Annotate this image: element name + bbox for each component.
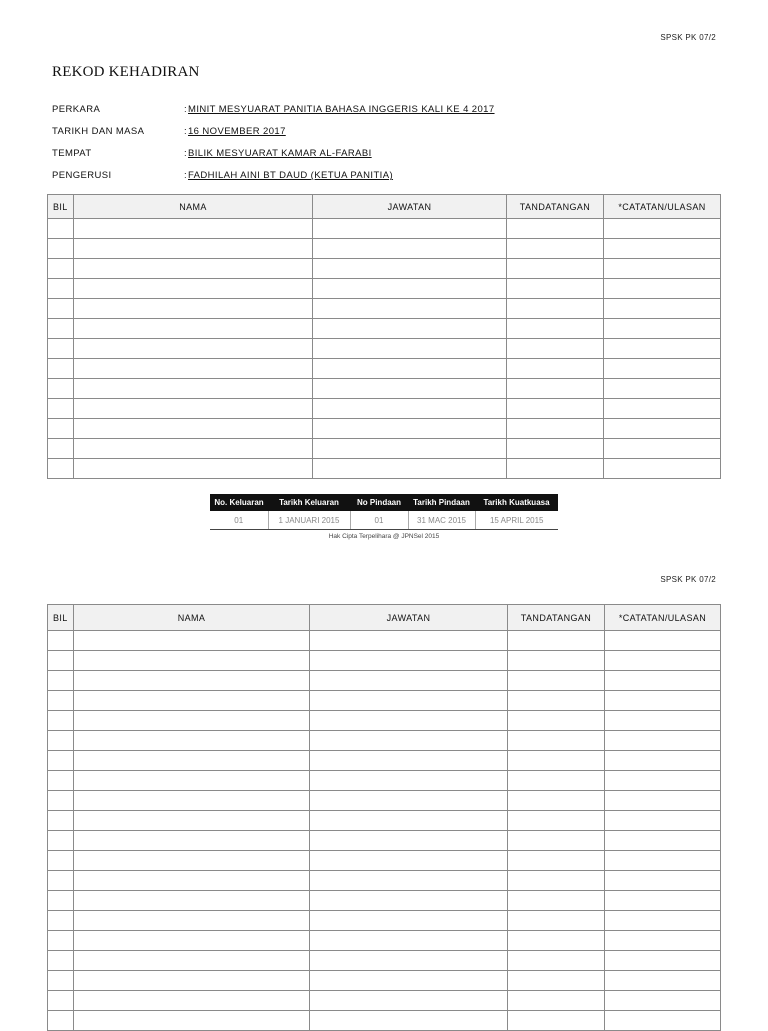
cell-catatan[interactable] (604, 299, 721, 319)
cell-bil[interactable] (48, 219, 74, 239)
table-row (48, 219, 721, 239)
cell-bil[interactable] (48, 359, 74, 379)
cell-bil[interactable] (48, 791, 74, 811)
cell-tandatangan[interactable] (507, 239, 604, 259)
cell-catatan[interactable] (605, 731, 721, 751)
cell-nama[interactable] (74, 419, 313, 439)
cell-nama[interactable] (74, 1011, 310, 1031)
document-control-table (210, 494, 558, 530)
cell-bil[interactable] (48, 339, 74, 359)
cell-tandatangan[interactable] (508, 811, 605, 831)
cell-tandatangan[interactable] (508, 751, 605, 771)
cell-jawatan[interactable] (310, 851, 508, 871)
cell-jawatan[interactable] (310, 631, 508, 651)
cell-bil[interactable] (48, 299, 74, 319)
cell-bil[interactable] (48, 751, 74, 771)
cell-bil[interactable] (48, 399, 74, 419)
cell-nama[interactable] (74, 219, 313, 239)
meta-row-tarikh: TARIKH DAN MASA : 16 NOVEMBER 2017 (52, 126, 732, 148)
cell-catatan[interactable] (605, 991, 721, 1011)
cell-catatan[interactable] (605, 851, 721, 871)
cell-catatan[interactable] (605, 891, 721, 911)
meta-label: PENGERUSI (52, 170, 112, 181)
control-value: 01 (210, 511, 268, 530)
cell-bil[interactable] (48, 651, 74, 671)
cell-jawatan[interactable] (310, 891, 508, 911)
cell-bil[interactable] (48, 971, 74, 991)
meta-row-perkara: PERKARA : MINIT MESYUARAT PANITIA BAHASA INGGERIS KALI KE 4 2017 (52, 104, 732, 126)
table-row (48, 851, 721, 871)
table-row (48, 791, 721, 811)
control-header: Tarikh Pindaan (408, 494, 475, 511)
cell-nama[interactable] (74, 851, 310, 871)
cell-jawatan[interactable] (313, 239, 507, 259)
cell-tandatangan[interactable] (507, 419, 604, 439)
cell-tandatangan[interactable] (507, 439, 604, 459)
table-row (48, 631, 721, 651)
cell-tandatangan[interactable] (508, 891, 605, 911)
cell-nama[interactable] (74, 399, 313, 419)
cell-bil[interactable] (48, 671, 74, 691)
cell-tandatangan[interactable] (507, 299, 604, 319)
cell-nama[interactable] (74, 691, 310, 711)
cell-tandatangan[interactable] (508, 691, 605, 711)
table-row (48, 691, 721, 711)
form-code: SPSK PK 07/2 (660, 575, 716, 584)
control-header: No Pindaan (350, 494, 408, 511)
table-row (48, 911, 721, 931)
cell-tandatangan[interactable] (508, 951, 605, 971)
cell-jawatan[interactable] (310, 971, 508, 991)
cell-catatan[interactable] (605, 671, 721, 691)
cell-bil[interactable] (48, 239, 74, 259)
table-row (48, 831, 721, 851)
copyright-notice: Hak Cipta Terpelihara @ JPNSel 2015 (328, 533, 440, 540)
cell-jawatan[interactable] (313, 399, 507, 419)
table-row (48, 239, 721, 259)
cell-jawatan[interactable] (313, 259, 507, 279)
cell-bil[interactable] (48, 379, 74, 399)
cell-nama[interactable] (74, 651, 310, 671)
attendance-rows (48, 631, 721, 1031)
cell-tandatangan[interactable] (508, 971, 605, 991)
control-header: No. Keluaran (210, 494, 268, 511)
cell-nama[interactable] (74, 239, 313, 259)
cell-bil[interactable] (48, 1011, 74, 1031)
cell-jawatan[interactable] (310, 671, 508, 691)
cell-bil[interactable] (48, 319, 74, 339)
cell-catatan[interactable] (604, 219, 721, 239)
attendance-table-continued (47, 604, 721, 1031)
header-nama: NAMA (74, 605, 310, 631)
form-code: SPSK PK 07/2 (660, 33, 716, 42)
meta-row-pengerusi: PENGERUSI : FADHILAH AINI BT DAUD (KETUA PANITIA) (52, 170, 732, 192)
cell-tandatangan[interactable] (507, 339, 604, 359)
cell-tandatangan[interactable] (508, 631, 605, 651)
cell-tandatangan[interactable] (508, 771, 605, 791)
cell-nama[interactable] (74, 971, 310, 991)
cell-catatan[interactable] (604, 239, 721, 259)
cell-jawatan[interactable] (313, 339, 507, 359)
table-row (48, 871, 721, 891)
cell-tandatangan[interactable] (508, 651, 605, 671)
cell-nama[interactable] (74, 771, 310, 791)
table-row (48, 319, 721, 339)
cell-bil[interactable] (48, 711, 74, 731)
table-row (48, 259, 721, 279)
cell-jawatan[interactable] (310, 831, 508, 851)
cell-catatan[interactable] (605, 951, 721, 971)
table-header-row (48, 605, 721, 631)
cell-jawatan[interactable] (313, 419, 507, 439)
table-row (48, 711, 721, 731)
table-row (48, 1011, 721, 1031)
cell-catatan[interactable] (604, 259, 721, 279)
control-header: Tarikh Keluaran (268, 494, 350, 511)
cell-jawatan[interactable] (313, 459, 507, 479)
header-jawatan: JAWATAN (310, 605, 508, 631)
table-row (48, 359, 721, 379)
table-row (48, 439, 721, 459)
cell-jawatan[interactable] (313, 379, 507, 399)
table-row (48, 339, 721, 359)
meta-value: BILIK MESYUARAT KAMAR AL-FARABI (188, 148, 372, 159)
cell-jawatan[interactable] (313, 219, 507, 239)
header-bil: BIL (48, 195, 74, 219)
table-row (48, 771, 721, 791)
cell-nama[interactable] (74, 911, 310, 931)
cell-nama[interactable] (74, 339, 313, 359)
header-catatan: *CATATAN/ULASAN (605, 605, 721, 631)
cell-catatan[interactable] (605, 911, 721, 931)
header-tandatangan: TANDATANGAN (508, 605, 605, 631)
cell-catatan[interactable] (604, 359, 721, 379)
cell-tandatangan[interactable] (507, 379, 604, 399)
control-header: Tarikh Kuatkuasa (475, 494, 558, 511)
table-row (48, 811, 721, 831)
cell-catatan[interactable] (605, 831, 721, 851)
cell-jawatan[interactable] (313, 439, 507, 459)
cell-catatan[interactable] (605, 871, 721, 891)
cell-catatan[interactable] (604, 279, 721, 299)
cell-bil[interactable] (48, 891, 74, 911)
cell-bil[interactable] (48, 851, 74, 871)
table-row (48, 299, 721, 319)
cell-bil[interactable] (48, 771, 74, 791)
control-value: 15 APRIL 2015 (475, 511, 558, 530)
cell-catatan[interactable] (605, 711, 721, 731)
control-value: 1 JANUARI 2015 (268, 511, 350, 530)
cell-nama[interactable] (74, 671, 310, 691)
cell-tandatangan[interactable] (508, 831, 605, 851)
header-bil: BIL (48, 605, 74, 631)
cell-jawatan[interactable] (313, 299, 507, 319)
cell-catatan[interactable] (604, 419, 721, 439)
cell-jawatan[interactable] (310, 791, 508, 811)
table-row (48, 379, 721, 399)
cell-jawatan[interactable] (310, 871, 508, 891)
cell-bil[interactable] (48, 931, 74, 951)
cell-catatan[interactable] (605, 771, 721, 791)
cell-catatan[interactable] (605, 811, 721, 831)
cell-bil[interactable] (48, 951, 74, 971)
cell-nama[interactable] (74, 891, 310, 911)
cell-nama[interactable] (74, 279, 313, 299)
cell-bil[interactable] (48, 279, 74, 299)
table-row (48, 399, 721, 419)
cell-catatan[interactable] (605, 631, 721, 651)
cell-nama[interactable] (74, 831, 310, 851)
cell-bil[interactable] (48, 459, 74, 479)
cell-tandatangan[interactable] (508, 911, 605, 931)
meta-label: TARIKH DAN MASA (52, 126, 145, 137)
cell-catatan[interactable] (605, 691, 721, 711)
cell-nama[interactable] (74, 299, 313, 319)
cell-bil[interactable] (48, 631, 74, 651)
cell-nama[interactable] (74, 931, 310, 951)
control-value: 31 MAC 2015 (408, 511, 475, 530)
cell-tandatangan[interactable] (507, 359, 604, 379)
meta-value: FADHILAH AINI BT DAUD (KETUA PANITIA) (188, 170, 394, 181)
cell-nama[interactable] (74, 359, 313, 379)
cell-tandatangan[interactable] (507, 279, 604, 299)
cell-bil[interactable] (48, 259, 74, 279)
cell-catatan[interactable] (604, 319, 721, 339)
cell-tandatangan[interactable] (508, 1011, 605, 1031)
cell-jawatan[interactable] (310, 951, 508, 971)
cell-tandatangan[interactable] (507, 459, 604, 479)
cell-jawatan[interactable] (310, 911, 508, 931)
cell-jawatan[interactable] (310, 731, 508, 751)
cell-nama[interactable] (74, 711, 310, 731)
control-value: 01 (350, 511, 408, 530)
cell-nama[interactable] (74, 791, 310, 811)
cell-nama[interactable] (74, 319, 313, 339)
cell-nama[interactable] (74, 379, 313, 399)
cell-catatan[interactable] (605, 791, 721, 811)
cell-jawatan[interactable] (310, 1011, 508, 1031)
cell-jawatan[interactable] (310, 931, 508, 951)
cell-jawatan[interactable] (310, 691, 508, 711)
meeting-details (52, 104, 732, 192)
cell-catatan[interactable] (604, 379, 721, 399)
cell-catatan[interactable] (605, 1011, 721, 1031)
cell-nama[interactable] (74, 439, 313, 459)
cell-jawatan[interactable] (313, 319, 507, 339)
cell-bil[interactable] (48, 911, 74, 931)
table-row (48, 991, 721, 1011)
cell-tandatangan[interactable] (508, 991, 605, 1011)
cell-tandatangan[interactable] (508, 671, 605, 691)
table-row (48, 751, 721, 771)
cell-bil[interactable] (48, 731, 74, 751)
attendance-table (47, 194, 721, 479)
cell-nama[interactable] (74, 459, 313, 479)
cell-catatan[interactable] (604, 399, 721, 419)
cell-bil[interactable] (48, 871, 74, 891)
cell-bil[interactable] (48, 831, 74, 851)
control-header-row (210, 494, 558, 511)
cell-jawatan[interactable] (310, 751, 508, 771)
table-row (48, 971, 721, 991)
table-row (48, 891, 721, 911)
meta-row-tempat: TEMPAT : BILIK MESYUARAT KAMAR AL-FARABI (52, 148, 732, 170)
cell-nama[interactable] (74, 259, 313, 279)
cell-catatan[interactable] (604, 459, 721, 479)
cell-nama[interactable] (74, 991, 310, 1011)
cell-jawatan[interactable] (310, 991, 508, 1011)
cell-tandatangan[interactable] (507, 319, 604, 339)
cell-nama[interactable] (74, 951, 310, 971)
cell-tandatangan[interactable] (508, 931, 605, 951)
cell-tandatangan[interactable] (508, 791, 605, 811)
cell-jawatan[interactable] (310, 651, 508, 671)
cell-nama[interactable] (74, 731, 310, 751)
cell-bil[interactable] (48, 419, 74, 439)
cell-catatan[interactable] (604, 339, 721, 359)
cell-tandatangan[interactable] (507, 259, 604, 279)
meta-label: PERKARA (52, 104, 101, 115)
cell-tandatangan[interactable] (508, 711, 605, 731)
attendance-rows (48, 219, 721, 479)
cell-jawatan[interactable] (310, 771, 508, 791)
cell-tandatangan[interactable] (508, 871, 605, 891)
control-value-row (210, 511, 558, 530)
cell-catatan[interactable] (605, 931, 721, 951)
cell-jawatan[interactable] (310, 711, 508, 731)
cell-catatan[interactable] (605, 751, 721, 771)
cell-catatan[interactable] (605, 651, 721, 671)
header-nama: NAMA (74, 195, 313, 219)
cell-nama[interactable] (74, 871, 310, 891)
cell-nama[interactable] (74, 811, 310, 831)
table-row (48, 951, 721, 971)
cell-jawatan[interactable] (313, 359, 507, 379)
cell-bil[interactable] (48, 811, 74, 831)
cell-bil[interactable] (48, 691, 74, 711)
cell-tandatangan[interactable] (507, 399, 604, 419)
cell-bil[interactable] (48, 439, 74, 459)
cell-catatan[interactable] (605, 971, 721, 991)
table-row (48, 651, 721, 671)
cell-jawatan[interactable] (313, 279, 507, 299)
header-jawatan: JAWATAN (313, 195, 507, 219)
meta-label: TEMPAT (52, 148, 92, 159)
table-header-row (48, 195, 721, 219)
page-title: REKOD KEHADIRAN (52, 64, 200, 80)
table-row (48, 731, 721, 751)
cell-tandatangan[interactable] (508, 851, 605, 871)
meta-value: 16 NOVEMBER 2017 (188, 126, 286, 137)
table-row (48, 419, 721, 439)
table-row (48, 459, 721, 479)
table-row (48, 279, 721, 299)
table-row (48, 671, 721, 691)
header-tandatangan: TANDATANGAN (507, 195, 604, 219)
cell-bil[interactable] (48, 991, 74, 1011)
cell-tandatangan[interactable] (508, 731, 605, 751)
cell-jawatan[interactable] (310, 811, 508, 831)
table-row (48, 931, 721, 951)
meta-value: MINIT MESYUARAT PANITIA BAHASA INGGERIS KALI KE 4 2017 (188, 104, 495, 115)
cell-tandatangan[interactable] (507, 219, 604, 239)
cell-nama[interactable] (74, 751, 310, 771)
cell-catatan[interactable] (604, 439, 721, 459)
cell-nama[interactable] (74, 631, 310, 651)
header-catatan: *CATATAN/ULASAN (604, 195, 721, 219)
